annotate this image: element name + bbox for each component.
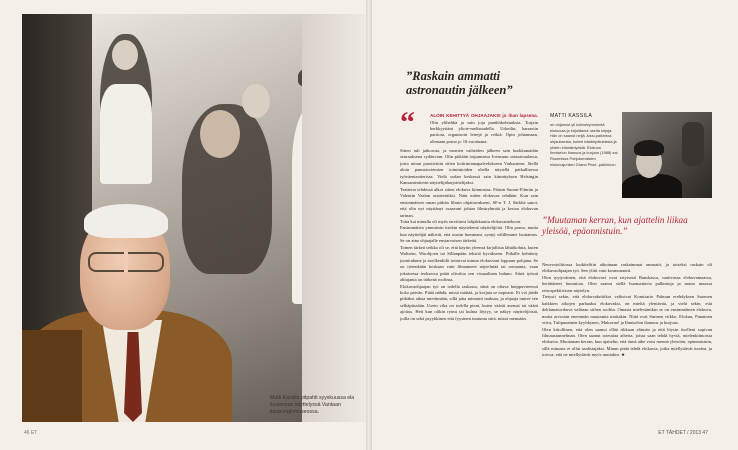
paragraph: Ensimmäisin ymmärsin itsekin näyttelemä näyttelijöitä. Olin pomo, mutta kun näyttelijät näkivät, että osasin hommani, syntyi välillemme luottamus. Se on aina ohjaajalle ensiarvoisen tärkeää. [400, 225, 538, 244]
sidebar-name: MATTI KASSILA [550, 113, 593, 119]
sidebar-photo [622, 112, 712, 198]
hair [84, 204, 168, 238]
photo-caption: Matti Kassila pitpahti syyskuussa ela kuvienssa näyttelyssä Vantaan kaupunginmuseossa. [270, 395, 355, 415]
paragraph: Sitten tuli jatkosota, ja monien vaiheiden jälkeen sain kurkkumädän seurauksena sydänvian. Olin pitkään toipumassa Joensuun sotasairaalassa, josta minut passitettiin sitten kotirintamapalvelukseen Varkauteen. Siellä aloin pannaisviemien toimintoiden ohella näytellä paikallisessa työväenteatterissa. Vielä sodan keskessä sain kiinnityksen Helsingin Kansanteatterin näyttelijäharjoittelijaksi. [400, 148, 538, 186]
quote-mark-icon: “ [400, 106, 415, 139]
paragraph: Elokuvaohjaajan työ on todella raskasta, siinä on oltava huippuvireessä koko päivän. Pitää nähdä, missä mättää, ja korjata se nopeasti. Ei voi jäädä pitkäksi aikaa miettimään, sillä joka minuutti maksaa, ja ohjaaja tuntee sen selkäpiissään. Usein vika on todella pieni, kuten väärät asemat tai väärä ajoitus. Heti kun olikin rytmi tai kulma löytyy, se näkyy näyttelijöistä, joilla on sekä psyykkinen että fyysinen tuntuma siitä, missä mennään. [400, 283, 538, 321]
portrait-photo [22, 200, 232, 422]
gallery-wall [302, 14, 366, 422]
paragraph: Teatteria tehdessä alkoi sitten elokuva kiinnostaa. Pääsin Suomi-Filmiin ja Valentin Vaalan assistentiksi. Näin miten elokuvaa tehdään. Kun sain ensimmäisen oman pitkän filmin ohjattavakseni, SF:n T. J. Särkkä sanoi, että olin nyt näyttänyt osaavani johtaa filmiryhmää ja kertoa elokuvan tarinan. [400, 186, 538, 218]
paragraph: Neuvostoliitossa luokiteltiin aikoinaan raskaimmat ammatit, ja toiseksi raskain oli elokuvaohjaajan työ. Sen ylitti vain kosmonautti. [542, 262, 712, 274]
paragraph: Toinen tärkeä seikka oli se, että käytin yleensä kirjallisia lähtökohtia, kuten Waltarin, Wuolijoen tai Sillanpään tekstiä hyväkseen. Pitkälle kehittety juoniraknne ja noolkenkilit toimivat minun elokuviani loppuun pohjana. Se on tietenkään koskaan vain filmanneet näytelmää tai romaania, vaan jokaisessa teoksessa pitää olivaloa sen visuaalinen hahmo. Siinä työssä alttajanta on tärkeää roolinsa. [400, 244, 538, 283]
body-column-lead: ALOIN KEHITTYÄ OHJAAJAKSI jo ihan lapsena. Olin ylihehkä ja sain joja panikhkohtauksia. Torjain herkkyyttäni yliote-melisuudella. Urheilin, harrastin partiota, organisoin leirejä ja retkiä. Opin johtamaan, olemaan pomo jo 16-vuotiaana. [430, 113, 538, 144]
sidebar-bio: on ohjannut yli kolmekymmentä elokuvaa ja kirjoittanut useita kirjoja. Hän on saanut neljä Jussi-palkintoa ohjauksesta, kolme käsikirjoituksista ja yhden elämäntyöstä. Elokuva Ihmiselon ihanuus ja kurjuus (1988) sai Rouenissa Pohjoismaisten elokuvajuhlien Grand Prize -palkinnon. [550, 122, 618, 167]
paragraph: Tietysti sekin, että elokuvakriitikot valitsivat Komisario Palmun erehdyksen Suomen kaikkien aikojen parhaaksi elokuvaksi, on mieltä ylentävää, ja vielä sekin, että deklamatorikuva valitaan siihen rooliin. Omasta mielestänikin se on ensimmäinen elokuva, mutta arvostan enemmän muutamia muitakin. Niitä ovat Sininen viikko, Elokuu, Punainen viiva, Tulipunainen kyyhkynen, Mukavaa! ja Ihmiselon ihanuus ja kurjuus. [542, 294, 712, 326]
paragraph: Olen tyytyväinen, että elokuvavi ovat eriyisesti Ranskassa, vaativassa elokuvamaassa, herättäneet huomiota. Olen saanut siellä huomattavia palkintoja ja muun muassa retrospektiivisen näytelyn. [542, 274, 712, 293]
pull-quote: ”Muutaman kerran, kun ajattelin liikaa yleisöä, epäonnistuin.” [542, 215, 688, 236]
glasses [88, 252, 164, 272]
folio-right: ET TÄHDET / 2013 47 [658, 430, 708, 436]
paragraph: Olen kiitollinen, että olen saanut ellää rikkaan elämän ja että löysin itselleni sopivan filmaustunnelman. Olen saanut toteuttaa aiheita, joista saan tehdä hyviä, mielenkiintoisia elokuvia. Muutaman kerran, kun ajattelin, että tämä aihe voisi mennä yleisöön, epäonnistuin, sillä minusta ei ollut saalistajaksi. Minun pitää tehdä elokuvia, jotka miellyttävät itseäni, ja toivoa, että ne miellyttävät myös muitakin. ★ [542, 326, 712, 358]
paragraph: Totta kai minulla oli myös tarvittava lahjakkuutta elokuvantekoon. [400, 218, 522, 224]
folio-left: 46 ET [24, 430, 38, 436]
lead-in: ALOIN KEHITTYÄ OHJAAJAKSI jo ihan lapsena. [430, 113, 538, 118]
gutter [366, 0, 372, 450]
article-headline: ”Raskain ammatti astronautin jälkeen” [406, 69, 513, 97]
body-column-1 [400, 148, 538, 322]
body-column-2 [542, 262, 712, 359]
